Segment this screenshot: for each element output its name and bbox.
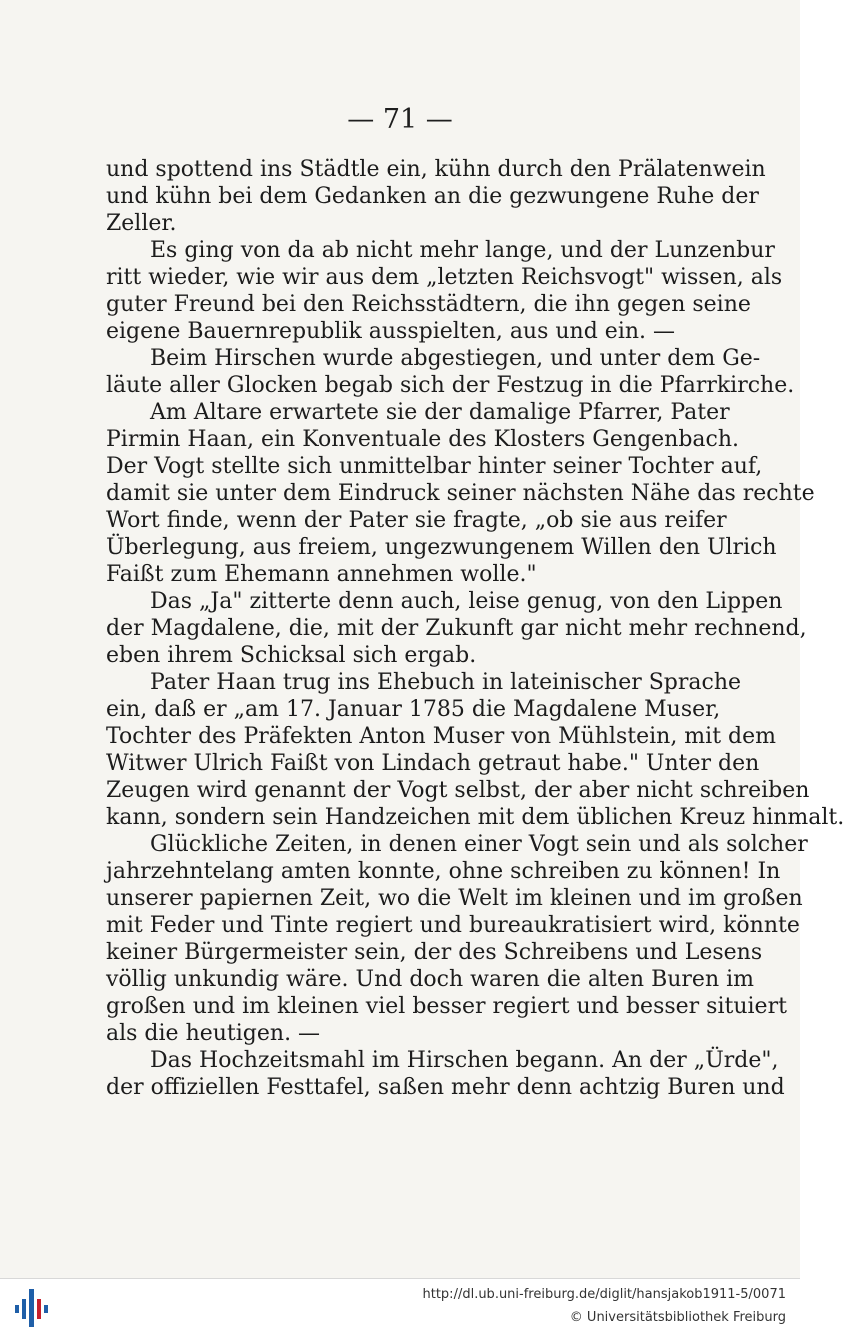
text-line: Pirmin Haan, ein Konventuale des Klosters Gengenbach. [106,427,740,452]
text-line: Zeugen wird genannt der Vogt selbst, der aber nicht schreiben [106,778,810,803]
text-line: Der Vogt stellte sich unmittelbar hinter seiner Tochter auf, [106,454,763,479]
text-line: und kühn bei dem Gedanken an die gezwungene Ruhe der [106,184,759,209]
text-line: Pater Haan trug ins Ehebuch in lateinischer Sprache [150,670,742,695]
text-line: Es ging von da ab nicht mehr lange, und der Lunzenbur [150,238,775,263]
body-text [106,156,844,1101]
text-line: Glückliche Zeiten, in denen einer Vogt sein und als solcher [150,832,808,857]
text-line: der Magdalene, die, mit der Zukunft gar nicht mehr rechnend, [106,616,807,641]
page-number: — 71 — [347,104,453,135]
text-line: jahrzehntelang amten konnte, ohne schreiben zu können! In [106,859,781,884]
text-line: Das „Ja" zitterte denn auch, leise genug, von den Lippen [150,589,783,614]
text-line: Wort finde, wenn der Pater sie fragte, „ob sie aus reifer [106,508,727,533]
text-line: mit Feder und Tinte regiert und bureaukratisiert wird, könnte [106,913,800,938]
text-line: unserer papiernen Zeit, wo die Welt im kleinen und im großen [106,886,803,911]
text-line: der offiziellen Festtafel, saßen mehr denn achtzig Buren und [106,1075,785,1100]
text-line: keiner Bürgermeister sein, der des Schreibens und Lesens [106,940,763,965]
text-line: Überlegung, aus freiem, ungezwungenem Willen den Ulrich [106,535,777,560]
text-line: Faißt zum Ehemann annehmen wolle." [106,562,537,587]
text-line: völlig unkundig wäre. Und doch waren die alten Buren im [106,967,755,992]
text-line: als die heutigen. — [106,1021,321,1046]
text-line: großen und im kleinen viel besser regiert und besser situiert [106,994,787,1019]
text-line: eben ihrem Schicksal sich ergab. [106,643,477,668]
text-line: Das Hochzeitsmahl im Hirschen begann. An der „Ürde", [150,1048,779,1073]
text-line: kann, sondern sein Handzeichen mit dem üblichen Kreuz hinmalt. [106,805,844,830]
copyright-notice: © Universitätsbibliothek Freiburg [569,1310,786,1325]
text-line: läute aller Glocken begab sich der Festzug in die Pfarrkirche. [106,373,795,398]
text-line: guter Freund bei den Reichsstädtern, die ihn gegen seine [106,292,751,317]
text-line: Witwer Ulrich Faißt von Lindach getraut habe." Unter den [106,751,760,776]
text-line: ein, daß er „am 17. Januar 1785 die Magdalene Muser, [106,697,721,722]
footer-bar [0,1278,800,1337]
text-line: Beim Hirschen wurde abgestiegen, und unter dem Ge- [150,346,761,371]
text-line: eigene Bauernrepublik ausspielten, aus und ein. — [106,319,676,344]
document-url-link[interactable]: http://dl.ub.uni-freiburg.de/diglit/hansjakob1911-5/0071 [422,1287,786,1302]
text-line: ritt wieder, wie wir aus dem „letzten Reichsvogt" wissen, als [106,265,783,290]
text-line: Am Altare erwartete sie der damalige Pfarrer, Pater [150,400,730,425]
logo-graphic [12,1285,52,1331]
text-line: damit sie unter dem Eindruck seiner nächsten Nähe das rechte [106,481,815,506]
ub-freiburg-logo-icon[interactable] [12,1285,52,1331]
text-line: Zeller. [106,211,177,236]
text-line: und spottend ins Städtle ein, kühn durch den Prälatenwein [106,157,766,182]
text-line: Tochter des Präfekten Anton Muser von Mühlstein, mit dem [106,724,777,749]
